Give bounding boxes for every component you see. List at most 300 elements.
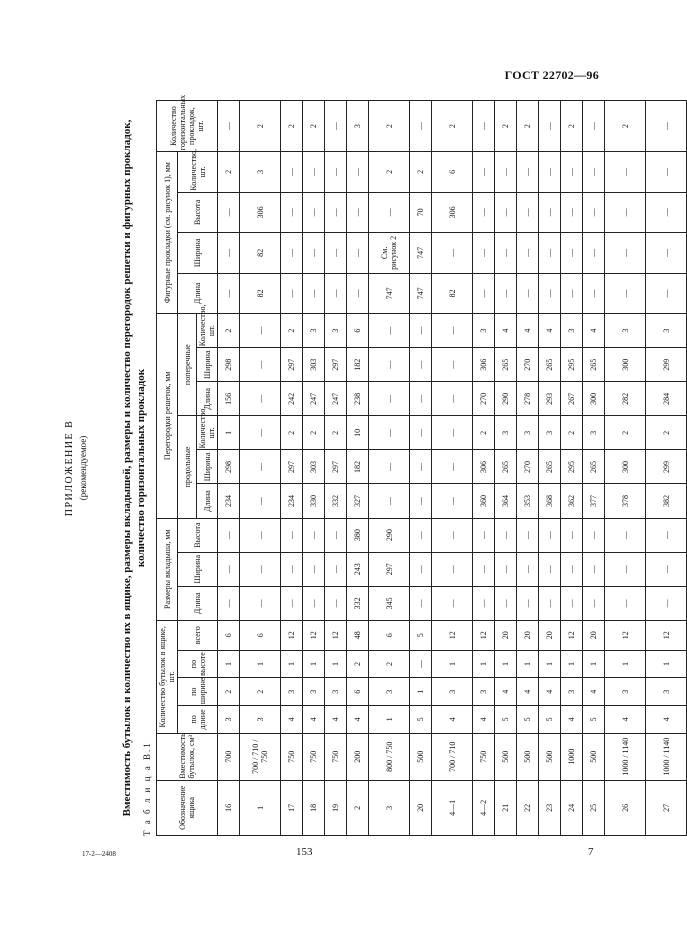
- table-cell: —: [517, 552, 539, 586]
- table-cell: —: [240, 450, 281, 484]
- table-cell: 295: [561, 450, 583, 484]
- table-row: [347, 101, 369, 836]
- table-cell: 5: [539, 706, 561, 734]
- table-cell: —: [583, 152, 605, 192]
- table-cell: 2: [605, 101, 646, 152]
- table-cell: —: [303, 233, 325, 273]
- header-trans-width: Ширина: [197, 348, 218, 382]
- table-cell: 4: [517, 678, 539, 706]
- table-cell: 70: [410, 192, 432, 232]
- table-cell: 12: [605, 620, 646, 650]
- table-cell: —: [432, 586, 473, 620]
- table-cell: —: [281, 518, 303, 552]
- table-cell: —: [646, 101, 687, 152]
- table-caption: [120, 100, 148, 836]
- table-cell: 3: [303, 314, 325, 348]
- table-cell: 247: [325, 382, 347, 416]
- table-cell: 23: [539, 780, 561, 835]
- table-cell: 5: [410, 620, 432, 650]
- table-row: [410, 101, 432, 836]
- table-cell: —: [646, 552, 687, 586]
- page-number: 153: [296, 846, 313, 858]
- table-cell: 234: [281, 484, 303, 518]
- table-cell: 3: [432, 678, 473, 706]
- header-insert-width: Ширина: [178, 552, 218, 586]
- table-cell: —: [473, 101, 495, 152]
- appendix-subtitle: (рекомендуемое): [78, 435, 88, 501]
- table-cell: 377: [583, 484, 605, 518]
- table-cell: —: [583, 233, 605, 273]
- table-cell: —: [218, 192, 240, 232]
- table-cell: 4: [583, 314, 605, 348]
- table-cell: —: [218, 273, 240, 313]
- table-cell: 4: [539, 678, 561, 706]
- table-cell: —: [517, 518, 539, 552]
- table-cell: 345: [369, 586, 410, 620]
- table-cell: 6: [369, 620, 410, 650]
- table-cell: 500: [583, 733, 605, 780]
- table-row: [281, 101, 303, 836]
- table-cell: 270: [473, 382, 495, 416]
- table-cell: 2: [218, 152, 240, 192]
- table-cell: —: [432, 552, 473, 586]
- table-cell: —: [240, 382, 281, 416]
- header-capacity: Вместимость бутылок, см³: [157, 733, 218, 780]
- table-cell: —: [410, 314, 432, 348]
- table-row: [473, 101, 495, 836]
- table-row: [561, 101, 583, 836]
- table-cell: 1: [646, 650, 687, 678]
- table-cell: 3: [646, 314, 687, 348]
- table-cell: 2: [325, 416, 347, 450]
- table-cell: 3: [473, 314, 495, 348]
- table-cell: 3: [347, 101, 369, 152]
- table-cell: 3: [473, 678, 495, 706]
- rotated-content: [60, 94, 671, 836]
- table-row: [646, 101, 687, 836]
- table-cell: 2: [561, 101, 583, 152]
- table-cell: 382: [646, 484, 687, 518]
- table-cell: 297: [281, 348, 303, 382]
- header-by-width: по ширине: [178, 678, 218, 706]
- table-cell: 265: [583, 450, 605, 484]
- table-cell: —: [561, 586, 583, 620]
- table-cell: —: [410, 484, 432, 518]
- table-cell: 265: [495, 450, 517, 484]
- table-cell: 5: [495, 706, 517, 734]
- table-cell: 21: [495, 780, 517, 835]
- table-cell: —: [473, 518, 495, 552]
- table-cell: 5: [410, 706, 432, 734]
- table-cell: —: [281, 552, 303, 586]
- table-row: [432, 101, 473, 836]
- table-cell: —: [218, 518, 240, 552]
- table-cell: 19: [325, 780, 347, 835]
- table-cell: 10: [347, 416, 369, 450]
- table-cell: 2: [432, 101, 473, 152]
- table-cell: 3: [240, 706, 281, 734]
- table-cell: —: [495, 518, 517, 552]
- table-cell: —: [539, 192, 561, 232]
- table-cell: —: [432, 233, 473, 273]
- table-cell: —: [539, 152, 561, 192]
- table-cell: —: [369, 314, 410, 348]
- table-cell: —: [347, 273, 369, 313]
- table-cell: 3: [369, 780, 410, 835]
- table-cell: 327: [347, 484, 369, 518]
- table-cell: 265: [583, 348, 605, 382]
- caption-line-2: количество горизонтальных прокладок: [135, 368, 147, 568]
- table-cell: —: [432, 518, 473, 552]
- table-cell: 300: [583, 382, 605, 416]
- table-cell: 247: [303, 382, 325, 416]
- table-cell: —: [605, 273, 646, 313]
- table-cell: 4: [303, 706, 325, 734]
- table-cell: 17: [281, 780, 303, 835]
- table-cell: 18: [303, 780, 325, 835]
- table-cell: 298: [218, 348, 240, 382]
- table-cell: —: [347, 192, 369, 232]
- table-cell: —: [347, 233, 369, 273]
- header-figured-length: Длина: [178, 273, 218, 313]
- header-long-quantity: Количество, шт.: [198, 406, 216, 449]
- table-cell: 306: [473, 348, 495, 382]
- table-cell: 1: [605, 650, 646, 678]
- table-cell: 3: [281, 678, 303, 706]
- table-cell: 282: [605, 382, 646, 416]
- table-cell: 2: [517, 101, 539, 152]
- table-cell: 3: [517, 416, 539, 450]
- table-cell: 1: [303, 650, 325, 678]
- table-cell: 299: [646, 348, 687, 382]
- table-cell: 1: [281, 650, 303, 678]
- header-long-length: Длина: [197, 484, 218, 518]
- table-cell: 297: [369, 552, 410, 586]
- table-cell: —: [495, 552, 517, 586]
- header-total: всего: [178, 620, 218, 650]
- table-cell: —: [495, 152, 517, 192]
- table-cell: —: [561, 518, 583, 552]
- table-cell: 3: [539, 416, 561, 450]
- header-transverse: поперечные: [178, 314, 197, 416]
- table-cell: —: [517, 152, 539, 192]
- table-cell: 747: [369, 273, 410, 313]
- table-cell: —: [410, 518, 432, 552]
- table-cell: 332: [325, 484, 347, 518]
- table-cell: —: [281, 586, 303, 620]
- table-cell: 2: [495, 101, 517, 152]
- table-cell: 6: [347, 314, 369, 348]
- table-cell: 1: [539, 650, 561, 678]
- table-cell: 24: [561, 780, 583, 835]
- table-cell: 3: [561, 314, 583, 348]
- table-row: [303, 101, 325, 836]
- table-cell: —: [325, 552, 347, 586]
- table-cell: 1000 / 1140: [605, 733, 646, 780]
- table-cell: 26: [605, 780, 646, 835]
- table-cell: 243: [347, 552, 369, 586]
- table-cell: —: [218, 233, 240, 273]
- table-cell: —: [561, 233, 583, 273]
- table-cell: —: [539, 586, 561, 620]
- table-cell: —: [561, 152, 583, 192]
- table-cell: 234: [218, 484, 240, 518]
- table-cell: 6: [432, 152, 473, 192]
- table-cell: 3: [605, 314, 646, 348]
- table-cell: 700: [218, 733, 240, 780]
- header-figured-width: Ширина: [178, 233, 218, 273]
- table-cell: 1: [473, 650, 495, 678]
- table-cell: 2: [646, 416, 687, 450]
- table-cell: 700 / 710 / 750: [240, 733, 281, 780]
- table-cell: 290: [369, 518, 410, 552]
- table-cell: —: [281, 192, 303, 232]
- table-cell: 1: [432, 650, 473, 678]
- table-cell: 747: [410, 273, 432, 313]
- table-cell: —: [325, 192, 347, 232]
- table-cell: 3: [325, 314, 347, 348]
- header-designation: Обозначение ящика: [157, 780, 218, 835]
- table-cell: 82: [240, 233, 281, 273]
- table-cell: 306: [240, 192, 281, 232]
- table-cell: —: [410, 382, 432, 416]
- table-cell: 3: [646, 678, 687, 706]
- table-cell: 6: [240, 620, 281, 650]
- table-cell: 270: [517, 348, 539, 382]
- table-cell: 1: [369, 706, 410, 734]
- table-cell: 12: [432, 620, 473, 650]
- table-cell: —: [539, 518, 561, 552]
- table-cell: 20: [539, 620, 561, 650]
- table-cell: 332: [347, 586, 369, 620]
- table-cell: —: [410, 416, 432, 450]
- table-cell: —: [369, 484, 410, 518]
- table-cell: 297: [325, 348, 347, 382]
- header-insert-group: Размеры вкладыша, мм: [157, 518, 178, 620]
- table-cell: 12: [281, 620, 303, 650]
- table-cell: 293: [539, 382, 561, 416]
- table-cell: 182: [347, 348, 369, 382]
- table-cell: 265: [539, 450, 561, 484]
- table-row: [495, 101, 517, 836]
- table-cell: —: [561, 552, 583, 586]
- table-cell: —: [240, 484, 281, 518]
- table-cell: 12: [561, 620, 583, 650]
- data-table: [156, 94, 687, 836]
- table-cell: 242: [281, 382, 303, 416]
- table-cell: 3: [240, 152, 281, 192]
- table-cell: 500: [517, 733, 539, 780]
- table-cell: 25: [583, 780, 605, 835]
- table-cell: 2: [218, 678, 240, 706]
- table-cell: 4—1: [432, 780, 473, 835]
- table-cell: —: [583, 518, 605, 552]
- table-cell: 3: [561, 678, 583, 706]
- print-code: 17-2—2408: [82, 850, 116, 858]
- table-cell: —: [539, 552, 561, 586]
- header-trans-quantity: Количество, шт.: [198, 304, 216, 347]
- table-cell: 2: [240, 678, 281, 706]
- table-cell: 4: [347, 706, 369, 734]
- table-cell: 82: [432, 273, 473, 313]
- sheet-number: 7: [588, 846, 594, 858]
- table-cell: —: [605, 192, 646, 232]
- table-row: [218, 101, 240, 836]
- table-cell: 2: [218, 314, 240, 348]
- table-cell: —: [646, 233, 687, 273]
- table-cell: 1: [410, 678, 432, 706]
- table-cell: —: [646, 273, 687, 313]
- table-cell: —: [432, 314, 473, 348]
- table-cell: —: [517, 192, 539, 232]
- table-cell: 4: [473, 706, 495, 734]
- table-cell: —: [325, 233, 347, 273]
- table-cell: 265: [539, 348, 561, 382]
- table-cell: —: [369, 416, 410, 450]
- table-cell: —: [473, 152, 495, 192]
- table-cell: —: [303, 152, 325, 192]
- table-cell: 1000: [561, 733, 583, 780]
- table-cell: —: [240, 518, 281, 552]
- table-cell: —: [303, 192, 325, 232]
- table-cell: 750: [473, 733, 495, 780]
- table-cell: 1: [561, 650, 583, 678]
- header-partitions-group: Перегородки решеток, мм: [157, 314, 178, 519]
- table-cell: 2: [281, 314, 303, 348]
- table-cell: 1: [325, 650, 347, 678]
- table-cell: 3: [218, 706, 240, 734]
- table-cell: 330: [303, 484, 325, 518]
- table-cell: 6: [347, 678, 369, 706]
- header-longitudinal: продольные: [178, 416, 197, 518]
- table-cell: —: [583, 552, 605, 586]
- table-cell: 22: [517, 780, 539, 835]
- table-cell: 306: [432, 192, 473, 232]
- table-cell: 4: [281, 706, 303, 734]
- table-cell: 368: [539, 484, 561, 518]
- table-cell: 3: [495, 416, 517, 450]
- table-cell: 380: [347, 518, 369, 552]
- table-cell: —: [583, 192, 605, 232]
- table-cell: —: [325, 273, 347, 313]
- table-body: [218, 101, 687, 836]
- table-cell: 4: [432, 706, 473, 734]
- table-cell: —: [410, 450, 432, 484]
- table-cell: —: [240, 314, 281, 348]
- header-insert-length: Длина: [178, 586, 218, 620]
- table-cell: 4: [646, 706, 687, 734]
- table-cell: —: [240, 586, 281, 620]
- table-cell: —: [539, 101, 561, 152]
- appendix-title: ПРИЛОЖЕНИЕ В: [64, 419, 75, 517]
- table-cell: 16: [218, 780, 240, 835]
- table-cell: 4—2: [473, 780, 495, 835]
- table-cell: 12: [473, 620, 495, 650]
- header-bottles-group: Количество бутылок в ящике, шт.: [157, 620, 178, 733]
- table-cell: 750: [303, 733, 325, 780]
- table-cell: —: [605, 518, 646, 552]
- table-cell: 1: [240, 650, 281, 678]
- table-cell: 284: [646, 382, 687, 416]
- table-cell: 2: [347, 780, 369, 835]
- table-cell: —: [605, 152, 646, 192]
- table-cell: —: [495, 233, 517, 273]
- table-cell: 4: [561, 706, 583, 734]
- table-cell: —: [369, 192, 410, 232]
- table-cell: —: [410, 586, 432, 620]
- table-cell: 238: [347, 382, 369, 416]
- table-cell: —: [473, 552, 495, 586]
- table-cell: 362: [561, 484, 583, 518]
- table-cell: 747: [410, 233, 432, 273]
- table-cell: —: [583, 586, 605, 620]
- table-cell: —: [410, 101, 432, 152]
- table-cell: —: [539, 233, 561, 273]
- table-cell: 295: [561, 348, 583, 382]
- header-figured-height: Высота: [178, 192, 218, 232]
- table-cell: 2: [303, 416, 325, 450]
- table-cell: 182: [347, 450, 369, 484]
- standard-number: ГОСТ 22702—96: [504, 68, 599, 82]
- table-cell: 2: [410, 152, 432, 192]
- table-cell: 1: [495, 650, 517, 678]
- table-cell: 270: [517, 450, 539, 484]
- table-cell: 82: [240, 273, 281, 313]
- table-cell: 360: [473, 484, 495, 518]
- table-cell: 278: [517, 382, 539, 416]
- table-cell: 3: [605, 678, 646, 706]
- header-by-length: по длине: [178, 706, 218, 734]
- table-cell: 700 / 710: [432, 733, 473, 780]
- table-cell: —: [369, 348, 410, 382]
- table-cell: 4: [325, 706, 347, 734]
- table-cell: —: [240, 416, 281, 450]
- table-cell: —: [517, 586, 539, 620]
- table-cell: —: [240, 552, 281, 586]
- table-cell: 5: [517, 706, 539, 734]
- table-cell: 4: [517, 314, 539, 348]
- table-cell: —: [325, 518, 347, 552]
- table-row: [539, 101, 561, 836]
- header-figured-group: Фигурные прокладки (см. рисунок 1), мм: [157, 152, 178, 314]
- table-cell: —: [605, 233, 646, 273]
- table-cell: —: [303, 552, 325, 586]
- table-cell: 1: [517, 650, 539, 678]
- table-cell: —: [517, 233, 539, 273]
- table-cell: 1: [218, 416, 240, 450]
- table-cell: 2: [369, 101, 410, 152]
- table-cell: —: [218, 586, 240, 620]
- table-cell: 2: [473, 416, 495, 450]
- table-cell: —: [218, 101, 240, 152]
- table-cell: 353: [517, 484, 539, 518]
- table-cell: 750: [325, 733, 347, 780]
- table-row: [325, 101, 347, 836]
- table-row: [517, 101, 539, 836]
- table-cell: —: [473, 192, 495, 232]
- table-cell: 200: [347, 733, 369, 780]
- table-cell: 1: [218, 650, 240, 678]
- table-row: [240, 101, 281, 836]
- table-cell: См. рисунок 2: [369, 233, 410, 273]
- table-cell: 500: [495, 733, 517, 780]
- table-cell: 2: [561, 416, 583, 450]
- table-cell: 5: [583, 706, 605, 734]
- table-row: [583, 101, 605, 836]
- table-cell: —: [646, 192, 687, 232]
- table-cell: —: [495, 586, 517, 620]
- table-cell: —: [325, 152, 347, 192]
